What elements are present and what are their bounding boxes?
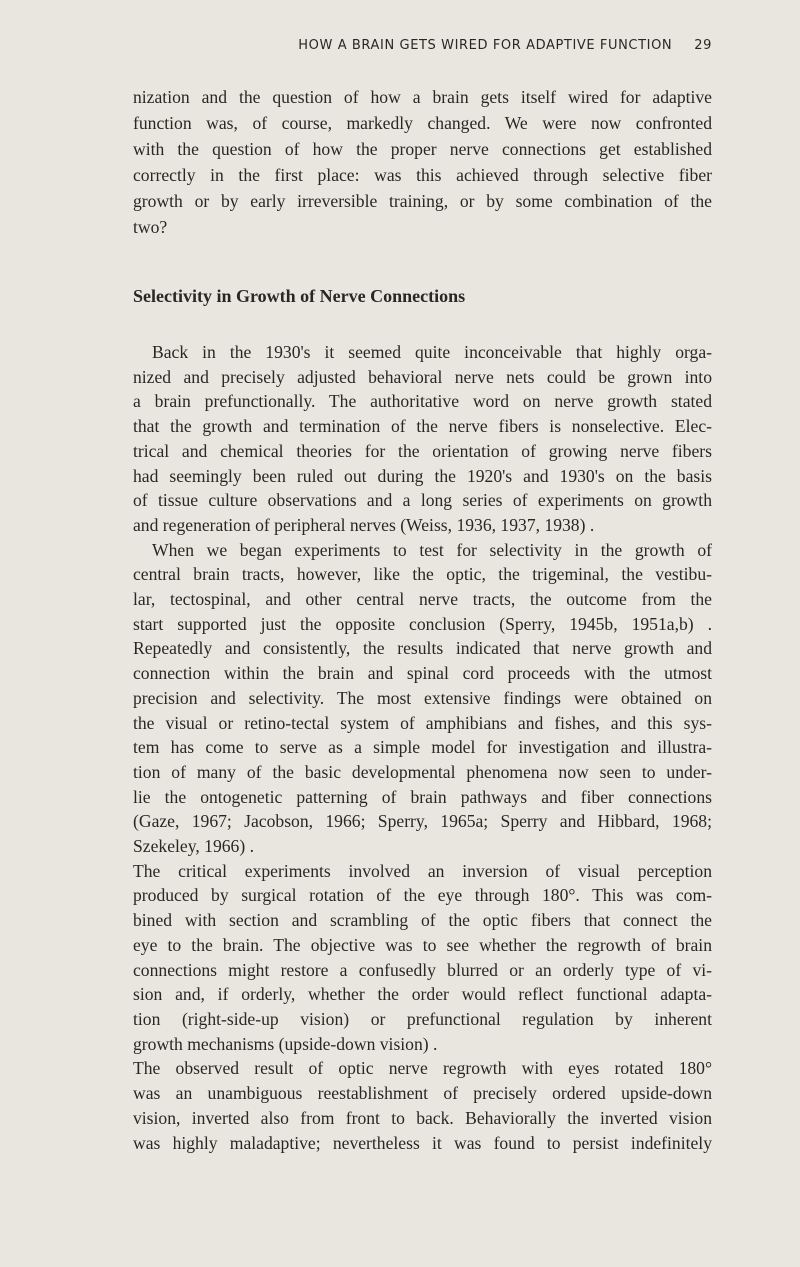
- text-line: tem has come to serve as a simple model for investigation and illustra-: [133, 737, 712, 758]
- text-line: start supported just the opposite conclusion (Sperry, 1945b, 1951a,b) .: [133, 613, 712, 634]
- paragraph: [133, 1056, 712, 1155]
- text-line: Repeatedly and consistently, the results indicated that nerve growth and: [133, 638, 712, 659]
- paragraph: [133, 859, 712, 1057]
- text-line: connection within the brain and spinal cord proceeds with the utmost: [133, 663, 712, 684]
- text-line: had seemingly been ruled out during the 1920's and 1930's on the basis: [133, 465, 712, 486]
- text-line: tion (right-side-up vision) or prefunctional regulation by inherent: [133, 1008, 712, 1029]
- text-line: Back in the 1930's it seemed quite inconceivable that highly orga-: [152, 342, 712, 362]
- text-line: central brain tracts, however, like the optic, the trigeminal, the vestibu-: [133, 564, 712, 585]
- text-line: vision, inverted also from front to back. Behaviorally the inverted vision: [133, 1107, 712, 1128]
- section-heading: Selectivity in Growth of Nerve Connections: [133, 286, 466, 306]
- text-line: nized and precisely adjusted behavioral nerve nets could be grown into: [133, 366, 712, 387]
- text-line: When we began experiments to test for selectivity in the growth of: [152, 539, 712, 560]
- text-line: of tissue culture observations and a long series of experiments on growth: [133, 490, 712, 511]
- text-line: that the growth and termination of the nerve fibers is nonselective. Elec-: [133, 416, 712, 437]
- text-line: with the question of how the proper nerve connections get established: [133, 139, 712, 159]
- text-line: bined with section and scrambling of the optic fibers that connect the: [133, 910, 712, 931]
- page-number: 29: [694, 38, 712, 53]
- body-text: [133, 340, 712, 1155]
- text-line: correctly in the first place: was this achieved through selective fiber: [133, 165, 712, 185]
- text-line: connections might restore a confusedly blurred or an orderly type of vi-: [133, 959, 712, 980]
- text-line: trical and chemical theories for the orientation of growing nerve fibers: [133, 440, 712, 461]
- text-line: growth or by early irreversible training, or by some combination of the: [133, 191, 712, 211]
- text-line: function was, of course, markedly changed. We were now confronted: [133, 113, 712, 133]
- text-line: the visual or retino-tectal system of amphibians and fishes, and this sys-: [133, 712, 712, 733]
- text-line: a brain prefunctionally. The authoritative word on nerve growth stated: [133, 391, 712, 412]
- text-line: tion of many of the basic developmental phenomena now seen to under-: [133, 761, 712, 782]
- text-line: lar, tectospinal, and other central nerve tracts, the outcome from the: [133, 589, 712, 610]
- text-line: Szekeley, 1966) .: [133, 836, 254, 857]
- text-line: nization and the question of how a brain gets itself wired for adaptive: [133, 87, 712, 107]
- text-line: precision and selectivity. The most extensive findings were obtained on: [133, 687, 712, 708]
- paragraph: [133, 340, 712, 538]
- text-line: was an unambiguous reestablishment of precisely ordered upside-down: [133, 1083, 712, 1104]
- text-line: (Gaze, 1967; Jacobson, 1966; Sperry, 1965a; Sperry and Hibbard, 1968;: [133, 811, 712, 832]
- text-line: sion and, if orderly, whether the order would reflect functional adapta-: [133, 984, 712, 1005]
- paragraph: [133, 538, 712, 859]
- intro-paragraph: [133, 84, 712, 240]
- text-line: produced by surgical rotation of the eye through 180°. This was com-: [133, 885, 712, 906]
- text-line: lie the ontogenetic patterning of brain pathways and fiber connections: [133, 786, 712, 807]
- text-line: was highly maladaptive; nevertheless it was found to persist indefinitely: [133, 1132, 712, 1153]
- text-line: two?: [133, 217, 168, 237]
- text-line: growth mechanisms (upside-down vision) .: [133, 1033, 438, 1054]
- text-line: The critical experiments involved an inversion of visual perception: [133, 860, 712, 881]
- running-header: [133, 38, 712, 53]
- text-line: eye to the brain. The objective was to see whether the regrowth of brain: [133, 934, 712, 955]
- text-line: The observed result of optic nerve regrowth with eyes rotated 180°: [133, 1058, 712, 1079]
- text-line: and regeneration of peripheral nerves (Weiss, 1936, 1937, 1938) .: [133, 514, 595, 535]
- running-title: HOW A BRAIN GETS WIRED FOR ADAPTIVE FUNCTION: [298, 38, 673, 53]
